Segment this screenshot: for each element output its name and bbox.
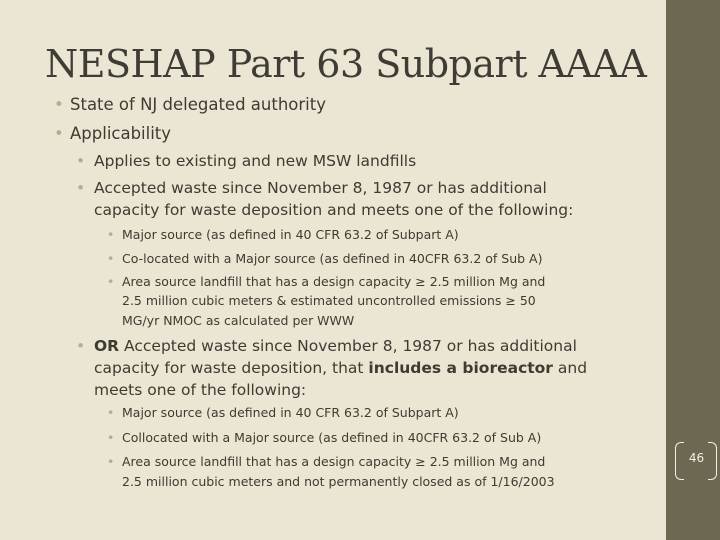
bullet-major-source: Major source (as defined in 40 CFR 63.2 of Subpart A) xyxy=(122,227,459,242)
or-line2-text-a: capacity for waste deposition, that xyxy=(94,359,369,377)
bullet-co-located: Co-located with a Major source (as defined in 40CFR 63.2 of Sub A) xyxy=(122,251,543,266)
or-line2-text-b: and xyxy=(552,359,588,377)
page-number-badge xyxy=(675,442,720,480)
bullet-area-source-2-line2: 2.5 million cubic meters and not permanently closed as of 1/16/2003 xyxy=(122,474,555,489)
or-line1-text: Accepted waste since November 8, 1987 or has additional xyxy=(119,337,577,355)
slide-title: NESHAP Part 63 Subpart AAAA xyxy=(45,42,647,86)
bullet-dot: • xyxy=(76,152,86,170)
bullet-collocated: Collocated with a Major source (as defined in 40CFR 63.2 of Sub A) xyxy=(122,430,542,445)
bullet-or-accepted-waste-line1 xyxy=(94,337,577,355)
bullet-dot: • xyxy=(107,430,115,445)
bullet-area-source-line2: 2.5 million cubic meters & estimated uncontrolled emissions ≥ 50 xyxy=(122,293,536,308)
page-number: 46 xyxy=(688,451,705,465)
bullet-delegated-authority: State of NJ delegated authority xyxy=(70,95,326,114)
bullet-dot: • xyxy=(54,95,64,114)
bullet-dot: • xyxy=(76,179,86,197)
bullet-dot: • xyxy=(107,251,115,266)
or-emphasis: OR xyxy=(94,337,120,355)
bullet-dot: • xyxy=(76,337,86,355)
bullet-applies-existing-new: Applies to existing and new MSW landfills xyxy=(94,152,417,170)
bullet-dot: • xyxy=(107,274,115,289)
bullet-area-source-2-line1: Area source landfill that has a design capacity ≥ 2.5 million Mg and xyxy=(122,454,546,469)
bullet-applicability: Applicability xyxy=(70,124,172,143)
bullet-area-source-line3: MG/yr NMOC as calculated per WWW xyxy=(122,313,355,328)
bioreactor-emphasis: includes a bioreactor xyxy=(368,359,553,377)
bullet-dot: • xyxy=(54,124,64,143)
bullet-or-accepted-waste-line2 xyxy=(94,359,587,377)
bullet-accepted-waste-line2: capacity for waste deposition and meets one of the following: xyxy=(94,201,574,219)
bullet-dot: • xyxy=(107,454,115,469)
bullet-dot: • xyxy=(107,227,115,242)
bullet-dot: • xyxy=(107,405,115,420)
bullet-or-accepted-waste-line3: meets one of the following: xyxy=(94,381,307,399)
bullet-area-source-line1: Area source landfill that has a design capacity ≥ 2.5 million Mg and xyxy=(122,274,546,289)
bullet-accepted-waste-line1: Accepted waste since November 8, 1987 or has additional xyxy=(94,179,547,197)
bullet-major-source-2: Major source (as defined in 40 CFR 63.2 of Subpart A) xyxy=(122,405,459,420)
